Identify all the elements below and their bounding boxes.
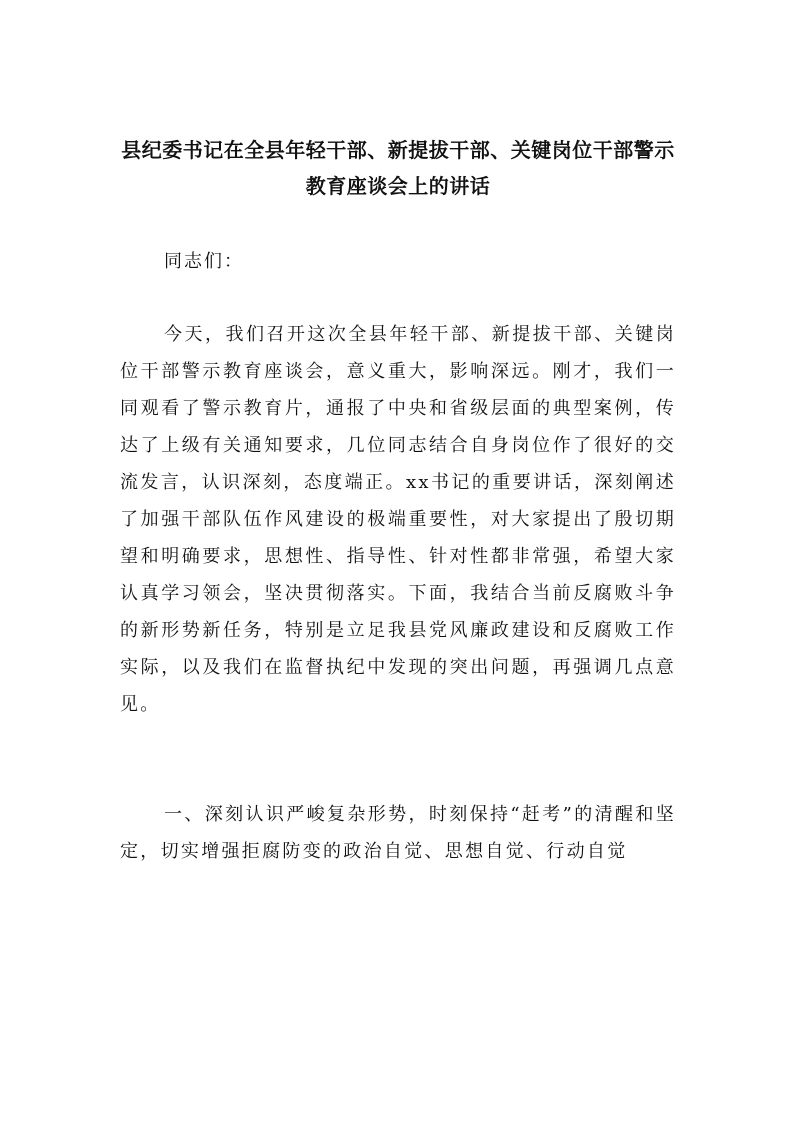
salutation: 同志们： [164,251,244,272]
paragraph-opening: 今天，我们召开这次全县年轻干部、新提拔干部、关键岗位干部警示教育座谈会，意义重大，影响深远。刚才，我们一同观看了警示教育片，通报了中央和省级层面的典型案例，传达了上级有关通知要求，几位同志结合自身岗位作了很好的交流发言，认识深刻，态度端正。xx书记的重要讲话，深刻阐述了加强干部队伍作风建设的极端重要性，对大家提出了殷切期望和明确要求，思想性、指导性、针对性都非常强，希望大家认真学习领会，坚决贯彻落实。下面，我结合当前反腐败斗争的新形势新任务，特别是立足我县党风廉政建设和反腐败工作实际，以及我们在监督执纪中发现的突出问题，再强调几点意见。 [120,324,676,715]
section-heading-1: 一、深刻认识严峻复杂形势，时刻保持“赶考”的清醒和坚定，切实增强拒腐防变的政治自觉、思想自觉、行动自觉 [120,804,676,862]
document-title: 县纪委书记在全县年轻干部、新提拔干部、关键岗位干部警示教育座谈会上的讲话 [121,138,675,198]
